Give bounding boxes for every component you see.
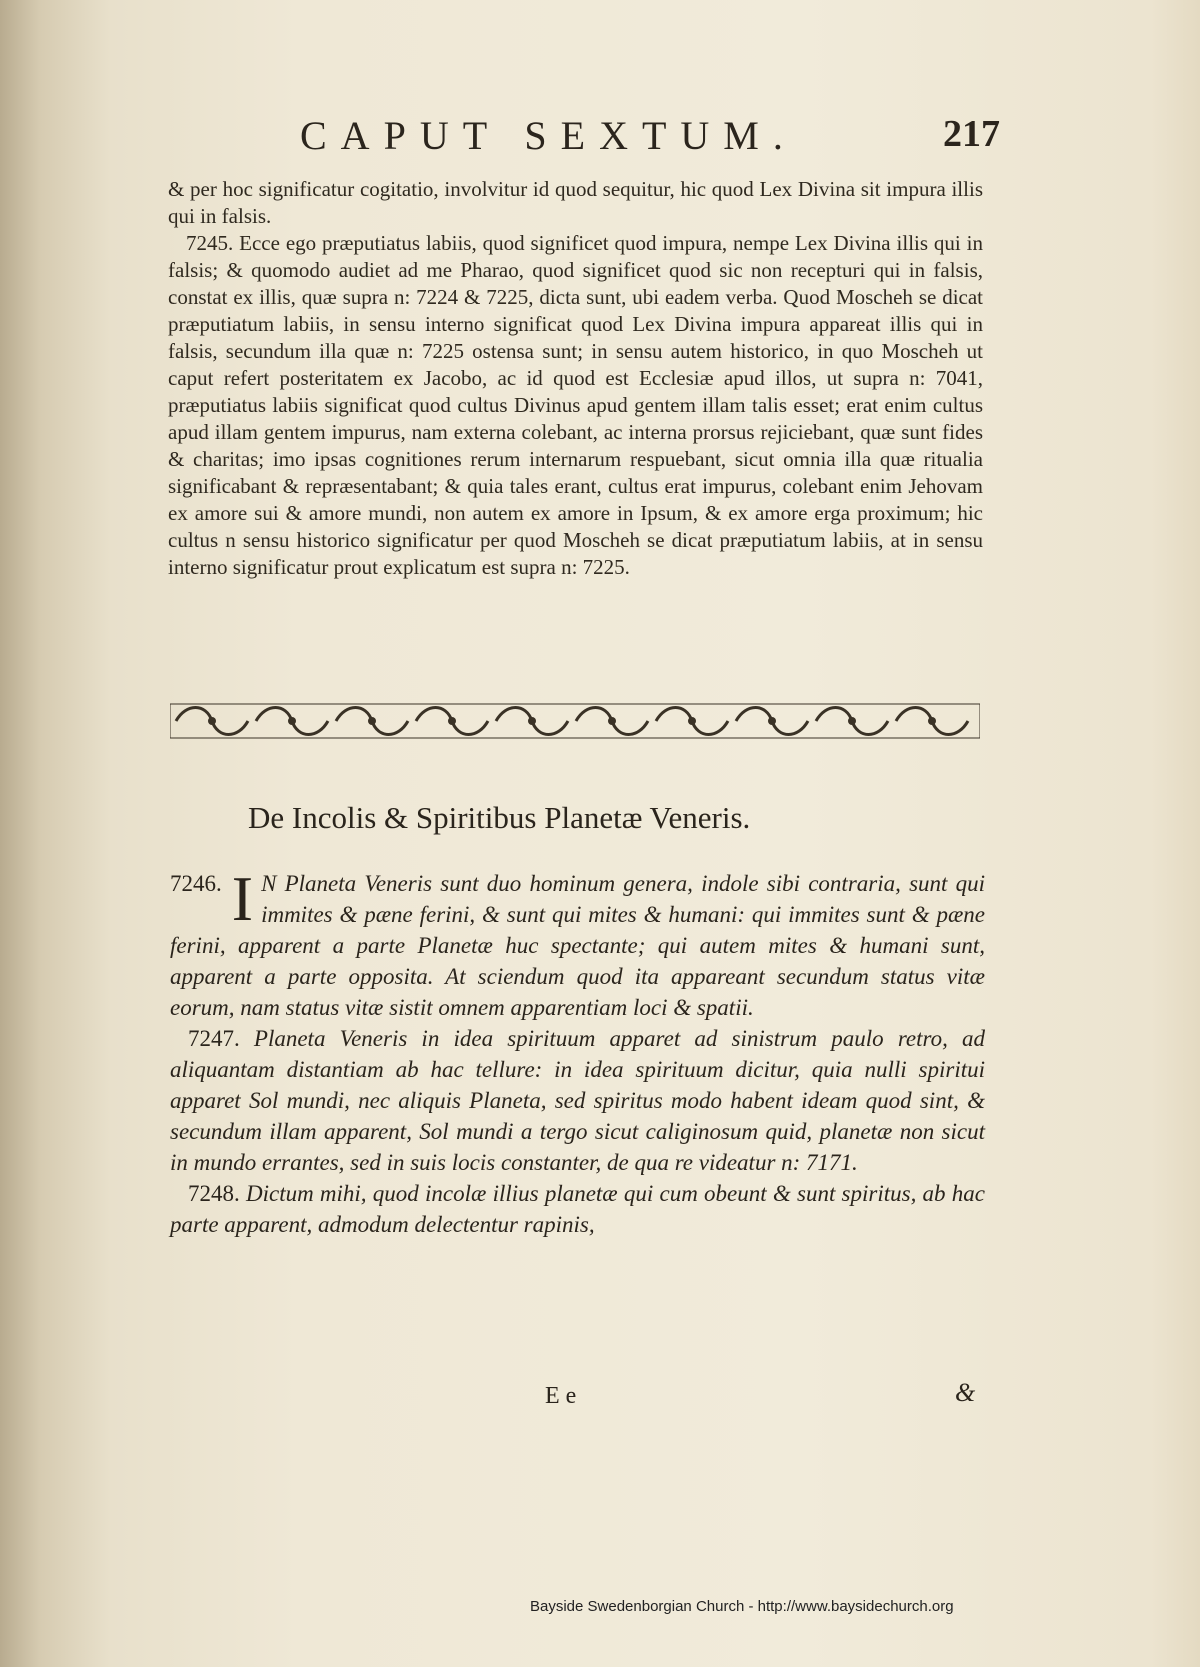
paragraph-7246 [170, 863, 985, 1023]
continuation-paragraph: & per hoc significatur cogitatio, involvitur id quod sequitur, hic quod Lex Divina sit impura illis qui in falsis. [168, 177, 983, 228]
paragraph-number: 7246. [170, 871, 222, 896]
paragraph-text: Dictum mihi, quod incolæ illius planetæ qui cum obeunt & sunt spiritus, ab hac parte apparent, admodum delectentur rapinis, [170, 1181, 985, 1237]
paragraph-number: 7247. [188, 1026, 240, 1051]
top-text-block [168, 176, 983, 581]
catchword: & [955, 1378, 976, 1407]
section-heading: De Incolis & Spiritibus Planetæ Veneris. [248, 800, 751, 835]
credit-watermark: Bayside Swedenborgian Church - http://www.baysidechurch.org [530, 1598, 954, 1615]
decorative-ornament-band [170, 700, 980, 742]
signature-mark: E e [545, 1383, 577, 1409]
paragraph-7245 [168, 230, 983, 581]
paragraph-text: Planeta Veneris in idea spirituum apparet ad sinistrum paulo retro, ad aliquantam distantiam ab hac tellure: in idea spirituum dicitur, quia nulli spiritui apparet Sol mundi, nec aliquis Planeta, sed spiritus modo habent ideam quod sint, & secundum illam apparent, Sol mundi a tergo sicut caliginosum quid, planetæ non sicut in mundo errantes, sed in suis locis constanter, de qua re videatur n: 7171. [170, 1026, 986, 1175]
page-number: 217 [943, 113, 1000, 155]
italic-text-block [170, 863, 986, 1240]
paragraph-text: N Planeta Veneris sunt duo hominum genera, indole sibi contraria, sunt qui immites & pæne ferini, & sunt qui mites & humani: qui immites sunt & pæne ferini, apparent a parte Planetæ huc spectante; qui autem mites & humani sunt, apparent a parte opposita. At sciendum quod ita appareant secundum status vitæ eorum, nam status vitæ sistit omnem apparentiam loci & spatii. [170, 871, 985, 1020]
drop-cap: I [231, 863, 254, 934]
paragraph-text: Ecce ego præputiatus labiis, quod significet quod impura, nempe Lex Divina illis qui in falsis; & quomodo audiet ad me Pharao, quod significet quod sic non recepturi qui in falsis, constat ex illis, quæ supra n: 7224 & 7225, dicta sunt, ubi eadem verba. Quod Moscheh se dicat præputiatum labiis, in sensu interno significat quod Lex Divina impura appareat illis qui in falsis, secundum illa quæ n: 7225 ostensa sunt; in sensu autem historico, in quo Moscheh ut caput refert posteritatem ex Jacobo, ac id quod est Ecclesiæ apud illos, ut supra n: 7041, præputiatus labiis significat quod cultus Divinus apud gentem illam talis esset; erat enim cultus apud illam gentem impurus, nam externa colebant, ac interna prorsus rejiciebant, quæ sunt fides & charitas; imo ipsas cognitiones rerum internarum respuebant, sicut omnia illa quæ ritualia significabant & repræsentabant; & quia tales erant, cultus erat impurus, colebant enim Jehovam ex amore sui & amore mundi, non autem ex amore in Ipsum, & ex amore erga proximum; hic cultus n sensu historico significatur per quod Moscheh se dicat præputiatum labiis, at in sensu interno significatur prout explicatum est supra n: 7225. [168, 231, 983, 579]
running-title: CAPUT SEXTUM. [300, 113, 797, 158]
paragraph-number: 7248. [188, 1181, 240, 1206]
paragraph-number: 7245. [186, 231, 234, 255]
paragraph-7247 [170, 1023, 985, 1178]
running-head [160, 112, 1000, 172]
paragraph-7248 [170, 1178, 985, 1240]
